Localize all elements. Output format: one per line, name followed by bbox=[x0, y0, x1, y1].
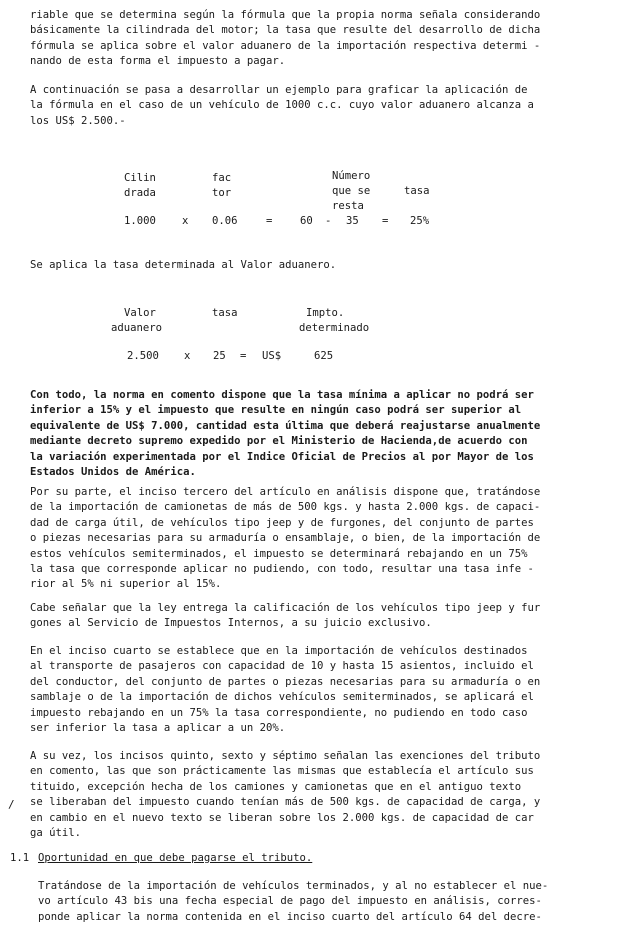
col-header-impuesto: Impto. bbox=[306, 307, 345, 319]
text-line: al transporte de pasajeros con capacidad de 10 y hasta 15 asientos, incluido el bbox=[30, 660, 534, 673]
col-header-cilindrada: drada bbox=[124, 187, 156, 199]
text-line: ser inferior la tasa a aplicar a un 20%. bbox=[30, 722, 286, 735]
value-rate: 25% bbox=[410, 215, 430, 227]
paragraph-jeep-classification bbox=[30, 601, 612, 632]
text-line: nando de esta forma el impuesto a pagar. bbox=[30, 55, 286, 68]
operator: x bbox=[184, 350, 191, 362]
text-line: gones al Servicio de Impuestos Internos, a su juicio exclusivo. bbox=[30, 617, 432, 630]
text-line: o piezas necesarias para su armaduría o ensamblaje, o bien, de la importación de bbox=[30, 532, 541, 545]
text-line: riable que se determina según la fórmula que la propia norma señala considerando bbox=[30, 9, 541, 21]
text-line: A su vez, los incisos quinto, sexto y séptimo señalan las exenciones del tributo bbox=[30, 750, 541, 762]
col-header-factor: fac bbox=[212, 172, 232, 184]
paragraph-example-intro bbox=[30, 83, 612, 129]
text-line: inferior a 15% y el impuesto que resulte en ningún caso podrá ser superior al bbox=[30, 404, 522, 417]
text-line: se liberaban del impuesto cuando tenían más de 500 kgs. de capacidad de carga, y bbox=[30, 796, 541, 809]
value-tax: 625 bbox=[314, 350, 334, 362]
text-line: en comento, las que son prácticamente las mismas que establecía el artículo sus bbox=[30, 765, 534, 778]
col-header-tasa: tasa bbox=[212, 307, 238, 319]
col-header-valor: Valor bbox=[124, 307, 156, 319]
text-line: dad de carga útil, de vehículos tipo jeep y de furgones, del conjunto de partes bbox=[30, 516, 534, 529]
text-line: la tasa que corresponde aplicar no pudiendo, con todo, resultar una tasa infe - bbox=[30, 563, 534, 576]
text-line: estos vehículos semiterminados, el impuesto se determinará rebajando en un 75% bbox=[30, 547, 528, 560]
text-line: Con todo, la norma en comento dispone que la tasa mínima a aplicar no podrá ser bbox=[30, 389, 534, 401]
text-line: equivalente de US$ 7.000, cantidad esta última que deberá reajustarse anualmente bbox=[30, 419, 541, 432]
value-subtract: 35 bbox=[346, 215, 359, 227]
operator: = bbox=[382, 215, 389, 227]
text-line: A continuación se pasa a desarrollar un ejemplo para graficar la aplicación de bbox=[30, 84, 528, 96]
text-line: Se aplica la tasa determinada al Valor aduanero. bbox=[30, 259, 337, 271]
text-line: los US$ 2.500.- bbox=[30, 114, 126, 127]
text-line: Estados Unidos de América. bbox=[30, 466, 196, 479]
col-header-numero: que se bbox=[332, 185, 371, 197]
col-header-valor: aduanero bbox=[111, 322, 163, 334]
value-product: 60 bbox=[300, 215, 313, 227]
text-line: rior al 5% ni superior al 15%. bbox=[30, 578, 222, 591]
value-currency: US$ bbox=[262, 350, 282, 362]
col-header-cilindrada: Cilin bbox=[124, 172, 156, 184]
col-header-numero: resta bbox=[332, 200, 364, 212]
operator: - bbox=[325, 215, 332, 227]
section-title: Oportunidad en que debe pagarse el tributo. bbox=[38, 852, 313, 864]
operator: = bbox=[240, 350, 247, 362]
text-line: básicamente la cilindrada del motor; la tasa que resulte del desarrollo de dicha bbox=[30, 24, 541, 37]
text-line: Tratándose de la importación de vehículos terminados, y al no establecer el nue- bbox=[38, 880, 549, 892]
paragraph-apply-rate bbox=[30, 258, 612, 273]
operator: x bbox=[182, 215, 189, 227]
operator: = bbox=[266, 215, 273, 227]
text-line: de la importación de camionetas de más de 500 kgs. y hasta 2.000 kgs. de capaci- bbox=[30, 501, 541, 514]
value-cilindrada: 1.000 bbox=[124, 215, 156, 227]
paragraph-payment-timing bbox=[38, 879, 612, 925]
value-tasa: 25 bbox=[213, 350, 226, 362]
text-line: la fórmula en el caso de un vehículo de 1000 c.c. cuyo valor aduanero alcanza a bbox=[30, 99, 534, 112]
text-line: ponde aplicar la norma contenida en el inciso cuarto del artículo 64 del decre- bbox=[38, 910, 542, 923]
col-header-impuesto: determinado bbox=[299, 322, 370, 334]
value-aduanero: 2.500 bbox=[127, 350, 159, 362]
text-line: mediante decreto supremo expedido por el Ministerio de Hacienda,de acuerdo con bbox=[30, 435, 528, 448]
col-header-numero: Número bbox=[332, 170, 371, 182]
value-factor: 0.06 bbox=[212, 215, 238, 227]
text-line: en cambio en el nuevo texto se liberan sobre los 2.000 kgs. de capacidad de car bbox=[30, 811, 534, 824]
text-line: Cabe señalar que la ley entrega la calificación de los vehículos tipo jeep y fur bbox=[30, 602, 541, 614]
paragraph-min-max-rate bbox=[30, 388, 612, 480]
paragraph-inciso-cuarto bbox=[30, 644, 612, 736]
margin-mark: / bbox=[8, 798, 15, 811]
text-line: ga útil. bbox=[30, 827, 82, 840]
text-line: fórmula se aplica sobre el valor aduanero de la importación respectiva determi - bbox=[30, 39, 541, 52]
col-header-factor: tor bbox=[212, 187, 232, 199]
paragraph-exenciones bbox=[30, 749, 612, 841]
text-line: Por su parte, el inciso tercero del artículo en análisis dispone que, tratándose bbox=[30, 486, 541, 498]
text-line: tituido, excepción hecha de los camiones y camionetas que en el antiguo texto bbox=[30, 780, 522, 793]
paragraph-inciso-tercero bbox=[30, 485, 612, 593]
text-line: la variación experimentada por el Indice Oficial de Precios al por Mayor de los bbox=[30, 450, 534, 463]
text-line: En el inciso cuarto se establece que en la importación de vehículos destinados bbox=[30, 645, 528, 657]
col-header-tasa: tasa bbox=[404, 185, 430, 197]
text-line: del conductor, del conjunto de partes o piezas necesarias para su armaduría o en bbox=[30, 675, 541, 688]
text-line: vo artículo 43 bis una fecha especial de pago del impuesto en análisis, corres- bbox=[38, 895, 542, 908]
paragraph-formula-intro bbox=[30, 8, 612, 70]
text-line: impuesto rebajando en un 75% la tasa correspondiente, no pudiendo en todo caso bbox=[30, 706, 528, 719]
text-line: samblaje o de la importación de dichos vehículos semiterminados, se aplicará el bbox=[30, 691, 534, 704]
section-number: 1.1 bbox=[10, 852, 30, 864]
